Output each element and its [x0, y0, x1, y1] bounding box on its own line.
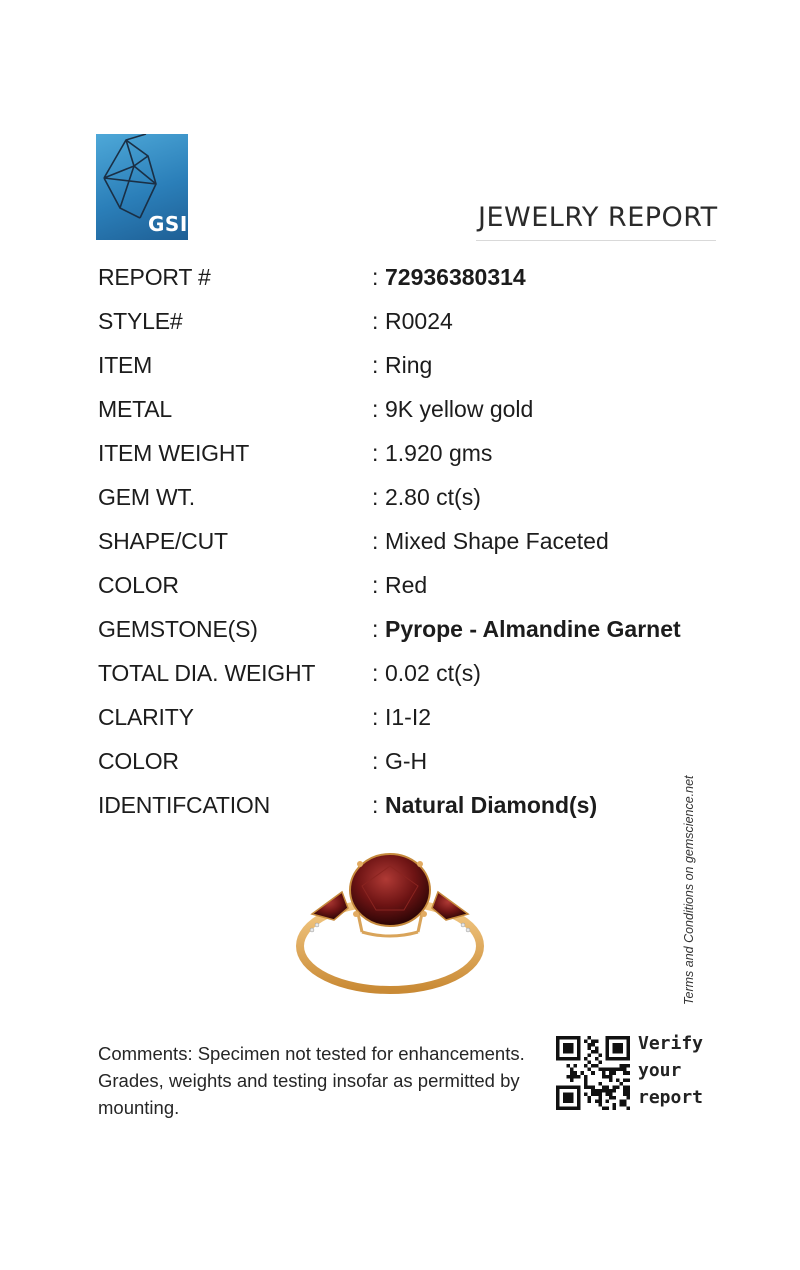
- field-label: COLOR: [98, 572, 179, 598]
- verify-report-link[interactable]: [638, 1030, 718, 1111]
- field-separator: :: [372, 440, 379, 466]
- field-value: I1-I2: [385, 704, 432, 730]
- field-label: GEMSTONE(S): [98, 616, 258, 642]
- field-style: [98, 306, 718, 350]
- field-separator: :: [372, 352, 379, 378]
- verify-line: report: [638, 1087, 704, 1108]
- field-gem-weight: [98, 482, 718, 526]
- field-separator: :: [372, 572, 379, 598]
- field-label: GEM WT.: [98, 484, 195, 510]
- field-value: 2.80 ct(s): [385, 484, 481, 510]
- field-value: Ring: [385, 352, 433, 378]
- field-label: ITEM WEIGHT: [98, 440, 250, 466]
- field-value: 72936380314: [385, 264, 526, 290]
- gsi-logo: [96, 134, 188, 240]
- field-separator: :: [372, 792, 379, 818]
- report-fields: [98, 262, 718, 834]
- field-separator: :: [372, 528, 379, 554]
- field-gemstones: [98, 614, 718, 658]
- field-separator: :: [372, 308, 379, 334]
- field-item: [98, 350, 718, 394]
- field-color: [98, 570, 718, 614]
- field-value: Red: [385, 572, 428, 598]
- field-separator: :: [372, 264, 379, 290]
- field-value: G-H: [385, 748, 428, 774]
- comments-text: Comments: Specimen not tested for enhancements. Grades, weights and testing insofar as permitted by mounting.: [98, 1043, 525, 1118]
- field-separator: :: [372, 484, 379, 510]
- field-value: 9K yellow gold: [385, 396, 534, 422]
- field-separator: :: [372, 748, 379, 774]
- terms-note: Terms and Conditions on gemscience.net: [682, 775, 696, 1005]
- field-identification: [98, 790, 718, 834]
- field-value: 1.920 gms: [385, 440, 493, 466]
- field-value: R0024: [385, 308, 453, 334]
- field-value: Natural Diamond(s): [385, 792, 598, 818]
- field-report-number: [98, 262, 718, 306]
- qr-code-icon[interactable]: [556, 1036, 630, 1115]
- field-label: SHAPE/CUT: [98, 528, 228, 554]
- field-label: STYLE#: [98, 308, 183, 334]
- field-label: REPORT #: [98, 264, 211, 290]
- field-separator: :: [372, 616, 379, 642]
- field-shape-cut: [98, 526, 718, 570]
- page-title: JEWELRY REPORT: [478, 202, 718, 233]
- field-value: 0.02 ct(s): [385, 660, 481, 686]
- verify-line: your: [638, 1060, 682, 1081]
- field-label: METAL: [98, 396, 172, 422]
- field-separator: :: [372, 396, 379, 422]
- field-value: Pyrope - Almandine Garnet: [385, 616, 681, 642]
- field-clarity: [98, 702, 718, 746]
- field-label: COLOR: [98, 748, 179, 774]
- field-label: ITEM: [98, 352, 153, 378]
- verify-line: Verify: [638, 1033, 704, 1054]
- field-label: IDENTIFCATION: [98, 792, 271, 818]
- field-separator: :: [372, 660, 379, 686]
- field-separator: :: [372, 704, 379, 730]
- field-value: Mixed Shape Faceted: [385, 528, 609, 554]
- title-divider: [476, 240, 716, 241]
- field-diamond-color: [98, 746, 718, 790]
- field-label: TOTAL DIA. WEIGHT: [98, 660, 316, 686]
- logo-text: GSI: [148, 212, 188, 236]
- ring-photo: [290, 848, 490, 1003]
- field-metal: [98, 394, 718, 438]
- field-label: CLARITY: [98, 704, 194, 730]
- field-item-weight: [98, 438, 718, 482]
- field-total-diamond-weight: [98, 658, 718, 702]
